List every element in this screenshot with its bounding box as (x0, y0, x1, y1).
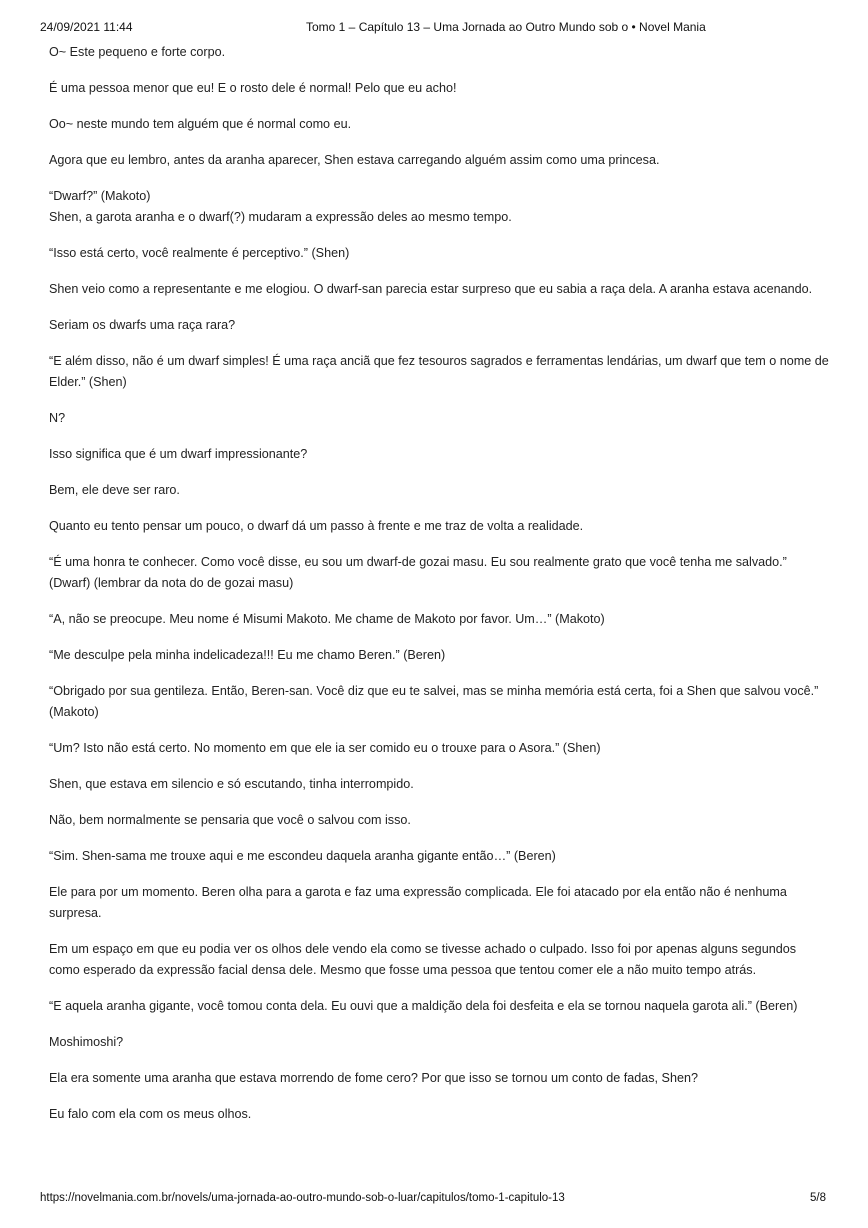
paragraph: “E além disso, não é um dwarf simples! É uma raça anciã que fez tesouros sagrados e ferramentas lendárias, um dwarf que tem o nome de Elder.” (Shen) (49, 354, 829, 389)
chapter-text (49, 42, 829, 1140)
paragraph: “Obrigado por sua gentileza. Então, Beren-san. Você diz que eu te salvei, mas se minha memória está certa, foi a Shen que salvou você.” (Makoto) (49, 684, 819, 719)
paragraph: Shen, que estava em silencio e só escutando, tinha interrompido. (49, 777, 414, 791)
print-datetime: 24/09/2021 11:44 (40, 20, 133, 34)
paragraph: “Um? Isto não está certo. No momento em que ele ia ser comido eu o trouxe para o Asora.” (Shen) (49, 741, 601, 755)
paragraph: “Sim. Shen-sama me trouxe aqui e me escondeu daquela aranha gigante então…” (Beren) (49, 849, 556, 863)
paragraph: Isso significa que é um dwarf impressionante? (49, 447, 308, 461)
paragraph: O~ Este pequeno e forte corpo. (49, 45, 226, 59)
paragraph: Eu falo com ela com os meus olhos. (49, 1107, 252, 1121)
paragraph: Ele para por um momento. Beren olha para a garota e faz uma expressão complicada. Ele foi atacado por ela então não é nenhuma surpresa. (49, 885, 787, 920)
paragraph: Oo~ neste mundo tem alguém que é normal como eu. (49, 117, 352, 131)
paragraph: “Isso está certo, você realmente é perceptivo.” (Shen) (49, 246, 350, 260)
paragraph: Shen, a garota aranha e o dwarf(?) mudaram a expressão deles ao mesmo tempo. (49, 210, 512, 224)
paragraph: “Me desculpe pela minha indelicadeza!!! Eu me chamo Beren.” (Beren) (49, 648, 446, 662)
paragraph: Em um espaço em que eu podia ver os olhos dele vendo ela como se tivesse achado o culpado. Isso foi por apenas alguns segundos como esperado da expressão facial densa dele. Mesmo que fosse uma pessoa que tentou comer ele a não muito tempo atrás. (49, 942, 797, 977)
paragraph: Moshimoshi? (49, 1035, 124, 1049)
page-number: 5/8 (810, 1192, 826, 1204)
paragraph: N? (49, 411, 66, 425)
paragraph: “A, não se preocupe. Meu nome é Misumi Makoto. Me chame de Makoto por favor. Um…” (Makoto) (49, 612, 605, 626)
paragraph: Agora que eu lembro, antes da aranha aparecer, Shen estava carregando alguém assim como uma princesa. (49, 153, 660, 167)
paragraph: É uma pessoa menor que eu! E o rosto dele é normal! Pelo que eu acho! (49, 81, 457, 95)
paragraph: Shen veio como a representante e me elogiou. O dwarf-san parecia estar surpreso que eu sabia a raça dela. A aranha estava acenando. (49, 282, 813, 296)
paragraph: Ela era somente uma aranha que estava morrendo de fome cero? Por que isso se tornou um conto de fadas, Shen? (49, 1071, 698, 1085)
page-url: https://novelmania.com.br/novels/uma-jornada-ao-outro-mundo-sob-o-luar/capitulos/tomo-1-capitulo-13 (40, 1192, 565, 1204)
paragraph: “É uma honra te conhecer. Como você disse, eu sou um dwarf-de gozai masu. Eu sou realmente grato que você tenha me salvado.” (Dwarf) (lembrar da nota do de gozai masu) (49, 555, 787, 590)
paragraph: Quanto eu tento pensar um pouco, o dwarf dá um passo à frente e me traz de volta a realidade. (49, 519, 584, 533)
paragraph: Bem, ele deve ser raro. (49, 483, 180, 497)
page-title: Tomo 1 – Capítulo 13 – Uma Jornada ao Outro Mundo sob o • Novel Mania (306, 20, 706, 34)
paragraph: Não, bem normalmente se pensaria que você o salvou com isso. (49, 813, 411, 827)
paragraph: Seriam os dwarfs uma raça rara? (49, 318, 236, 332)
paragraph: “Dwarf?” (Makoto) (49, 189, 151, 203)
paragraph: “E aquela aranha gigante, você tomou conta dela. Eu ouvi que a maldição dela foi desfeita e ela se tornou naquela garota ali.” (Beren) (49, 999, 798, 1013)
